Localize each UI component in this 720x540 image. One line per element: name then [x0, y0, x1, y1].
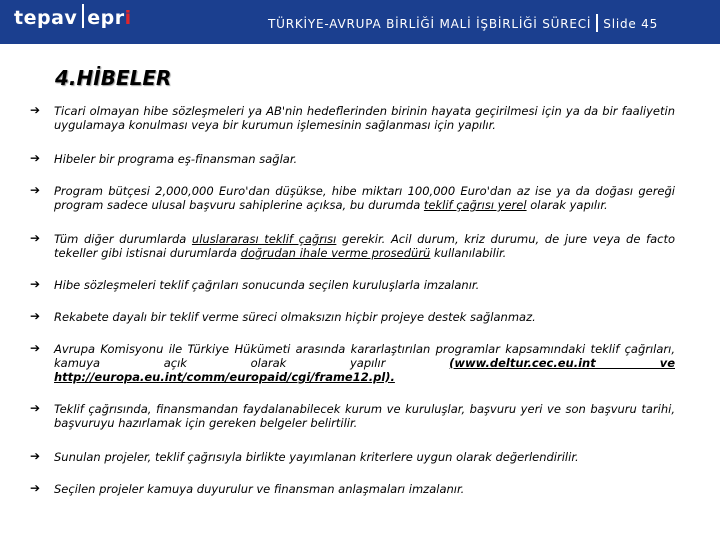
bullet-item — [30, 342, 675, 384]
bullet-text: Seçilen projeler kamuya duyurulur ve finansman anlaşmaları imzalanır. — [54, 482, 465, 496]
slide-number: Slide 45 — [603, 17, 659, 31]
right-arrow-icon: ➔ — [30, 103, 41, 117]
bullet-text: Program bütçesi 2,000,000 Euro'dan düşükse, hibe miktarı 100,000 Euro'dan az ise ya da doğası gereği program sadece ulusal başvuru sahiplerine açıksa, bu durumda — [54, 184, 675, 212]
bullet-item — [30, 184, 675, 212]
logo-separator — [82, 4, 84, 28]
bullet-item — [30, 152, 675, 166]
bullet-text: Tüm diğer durumlarda — [54, 232, 192, 246]
right-arrow-icon: ➔ — [30, 309, 41, 323]
bullet-text: gerekir. Acil durum, kriz durumu, de jure veya de facto tekeller gibi istisnai durumlarda — [54, 232, 675, 260]
title-separator — [596, 14, 598, 32]
tepav-epri-logo — [14, 4, 132, 29]
bullet-text: kullanılabilir. — [430, 246, 507, 260]
bullet-text: olarak yapılır. — [526, 198, 608, 212]
bullet-text: Ticari olmayan hibe sözleşmeleri ya AB'nin hedeflerinden birinin hayata geçirilmesi için ya da bir faaliyetin uygulamaya konulması veya bir kurumun işlemesinin sağlanması için yapılır. — [54, 104, 675, 132]
bullet-item — [30, 450, 675, 464]
right-arrow-icon: ➔ — [30, 231, 41, 245]
header-title — [268, 14, 658, 32]
right-arrow-icon: ➔ — [30, 449, 41, 463]
bullet-text: Sunulan projeler, teklif çağrısıyla birlikte yayımlanan kriterlere uygun olarak değerlendirilir. — [54, 450, 579, 464]
bullet-text: Avrupa Komisyonu ile Türkiye Hükümeti arasında kararlaştırılan programlar kapsamındaki teklif çağrıları, kamuya açık olarak yapılır — [54, 342, 675, 370]
right-arrow-icon: ➔ — [30, 401, 41, 415]
logo-part-2: epr — [87, 7, 125, 29]
logo-part-1: tepav — [14, 7, 78, 29]
header-bar — [0, 0, 720, 44]
bullet-item — [30, 310, 675, 324]
right-arrow-icon: ➔ — [30, 183, 41, 197]
right-arrow-icon: ➔ — [30, 341, 41, 355]
bullet-list — [30, 104, 675, 496]
page-title: 4.HİBELER — [55, 66, 172, 90]
right-arrow-icon: ➔ — [30, 151, 41, 165]
bullet-text: Hibeler bir programa eş-finansman sağlar. — [54, 152, 298, 166]
right-arrow-icon: ➔ — [30, 481, 41, 495]
underlined-term: teklif çağrısı yerel — [423, 198, 527, 212]
bullet-item — [30, 278, 675, 292]
bullet-item — [30, 482, 675, 496]
right-arrow-icon: ➔ — [30, 277, 41, 291]
bullet-text: Hibe sözleşmeleri teklif çağrıları sonucunda seçilen kuruluşlarla imzalanır. — [54, 278, 480, 292]
logo-part-3: i — [124, 7, 132, 29]
bullet-text: Rekabete dayalı bir teklif verme süreci olmaksızın hiçbir projeye destek sağlanmaz. — [54, 310, 536, 324]
presentation-title: TÜRKİYE-AVRUPA BİRLİĞİ MALİ İŞBİRLİĞİ SÜRECİ — [268, 17, 592, 31]
source-url-link[interactable]: (www.deltur.cec.eu.int ve http://europa.eu.int/comm/europaid/cgi/frame12.pl). — [54, 356, 675, 384]
bullet-text: Teklif çağrısında, finansmandan faydalanabilecek kurum ve kuruluşlar, başvuru yeri ve son başvuru tarihi, başvuruyu hazırlamak için gereken belgeler belirtilir. — [54, 402, 675, 430]
bullet-item — [30, 104, 675, 132]
bullet-item — [30, 232, 675, 260]
underlined-term: doğrudan ihale verme prosedürü — [240, 246, 431, 260]
underlined-term: uluslararası teklif çağrısı — [191, 232, 337, 246]
bullet-item — [30, 402, 675, 430]
